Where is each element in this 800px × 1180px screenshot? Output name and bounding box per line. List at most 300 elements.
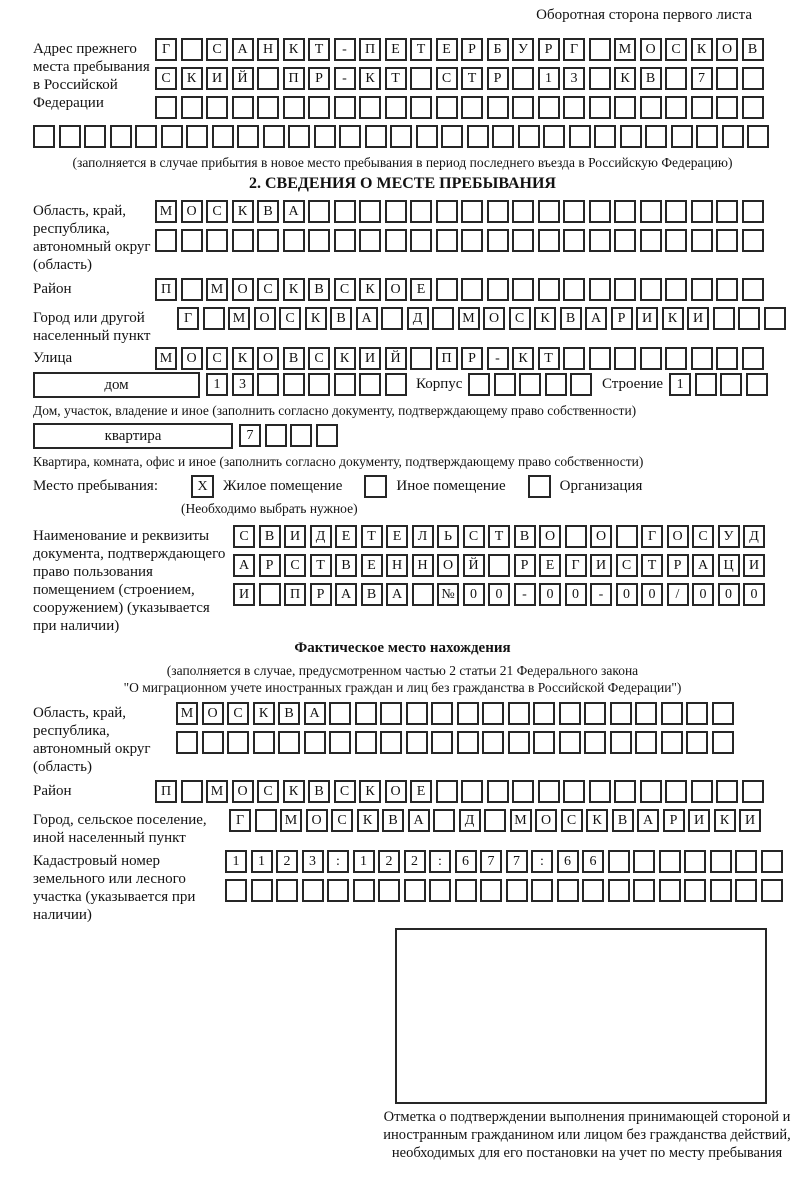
char-cell[interactable]: [265, 424, 287, 447]
char-cell[interactable]: -: [487, 347, 509, 370]
char-cell[interactable]: [339, 125, 361, 148]
char-cell[interactable]: [359, 373, 381, 396]
char-cell[interactable]: А: [408, 809, 430, 832]
char-cell[interactable]: [742, 229, 764, 252]
char-cell[interactable]: И: [636, 307, 658, 330]
char-cell[interactable]: Ь: [437, 525, 459, 548]
char-cell[interactable]: [589, 200, 611, 223]
char-cell[interactable]: [410, 96, 432, 119]
char-cell[interactable]: Е: [539, 554, 561, 577]
char-cell[interactable]: [665, 780, 687, 803]
char-cell[interactable]: [308, 200, 330, 223]
char-cell[interactable]: 1: [206, 373, 228, 396]
char-cell[interactable]: [742, 67, 764, 90]
char-cell[interactable]: Р: [611, 307, 633, 330]
char-cell[interactable]: [251, 879, 273, 902]
char-cell[interactable]: Р: [308, 67, 330, 90]
char-cell[interactable]: 0: [743, 583, 765, 606]
char-cell[interactable]: [461, 780, 483, 803]
char-cell[interactable]: В: [308, 780, 330, 803]
char-cell[interactable]: [716, 67, 738, 90]
char-cell[interactable]: [665, 96, 687, 119]
char-cell[interactable]: [686, 702, 708, 725]
char-cell[interactable]: Е: [385, 38, 407, 61]
char-cell[interactable]: М: [155, 200, 177, 223]
char-cell[interactable]: Р: [487, 67, 509, 90]
char-cell[interactable]: О: [483, 307, 505, 330]
char-cell[interactable]: [589, 780, 611, 803]
char-cell[interactable]: О: [257, 347, 279, 370]
char-cell[interactable]: 1: [538, 67, 560, 90]
char-cell[interactable]: [545, 373, 567, 396]
char-cell[interactable]: П: [155, 278, 177, 301]
char-cell[interactable]: [410, 347, 432, 370]
char-cell[interactable]: С: [463, 525, 485, 548]
char-cell[interactable]: [283, 229, 305, 252]
char-cell[interactable]: [684, 850, 706, 873]
char-cell[interactable]: [614, 200, 636, 223]
char-cell[interactable]: В: [257, 200, 279, 223]
char-cell[interactable]: А: [232, 38, 254, 61]
char-cell[interactable]: [327, 879, 349, 902]
char-cell[interactable]: [735, 850, 757, 873]
char-cell[interactable]: [712, 702, 734, 725]
char-cell[interactable]: [468, 373, 490, 396]
char-cell[interactable]: [716, 96, 738, 119]
char-cell[interactable]: [614, 278, 636, 301]
char-cell[interactable]: [232, 229, 254, 252]
char-cell[interactable]: [710, 850, 732, 873]
char-cell[interactable]: [283, 373, 305, 396]
char-cell[interactable]: [538, 229, 560, 252]
char-cell[interactable]: Г: [155, 38, 177, 61]
char-cell[interactable]: И: [688, 809, 710, 832]
char-cell[interactable]: [761, 879, 783, 902]
char-cell[interactable]: Ц: [718, 554, 740, 577]
char-cell[interactable]: [512, 780, 534, 803]
char-cell[interactable]: И: [687, 307, 709, 330]
char-cell[interactable]: К: [512, 347, 534, 370]
other-premises-checkbox[interactable]: [364, 475, 387, 498]
char-cell[interactable]: Й: [232, 67, 254, 90]
char-cell[interactable]: К: [359, 67, 381, 90]
char-cell[interactable]: [304, 731, 326, 754]
char-cell[interactable]: М: [176, 702, 198, 725]
apartment-type-box[interactable]: квартира: [33, 423, 233, 449]
char-cell[interactable]: [589, 38, 611, 61]
char-cell[interactable]: А: [585, 307, 607, 330]
char-cell[interactable]: О: [385, 278, 407, 301]
char-cell[interactable]: 7: [239, 424, 261, 447]
char-cell[interactable]: :: [429, 850, 451, 873]
char-cell[interactable]: Д: [407, 307, 429, 330]
char-cell[interactable]: [691, 200, 713, 223]
char-cell[interactable]: -: [590, 583, 612, 606]
char-cell[interactable]: [359, 200, 381, 223]
char-cell[interactable]: О: [232, 780, 254, 803]
char-cell[interactable]: [746, 373, 768, 396]
char-cell[interactable]: [381, 307, 403, 330]
char-cell[interactable]: А: [356, 307, 378, 330]
char-cell[interactable]: [594, 125, 616, 148]
char-cell[interactable]: [610, 702, 632, 725]
char-cell[interactable]: [59, 125, 81, 148]
char-cell[interactable]: [722, 125, 744, 148]
char-cell[interactable]: М: [206, 278, 228, 301]
char-cell[interactable]: [155, 229, 177, 252]
char-cell[interactable]: [290, 424, 312, 447]
char-cell[interactable]: [716, 229, 738, 252]
char-cell[interactable]: [283, 96, 305, 119]
char-cell[interactable]: А: [386, 583, 408, 606]
char-cell[interactable]: Р: [461, 347, 483, 370]
char-cell[interactable]: [614, 347, 636, 370]
char-cell[interactable]: К: [357, 809, 379, 832]
char-cell[interactable]: А: [335, 583, 357, 606]
char-cell[interactable]: [563, 780, 585, 803]
char-cell[interactable]: [512, 96, 534, 119]
char-cell[interactable]: С: [155, 67, 177, 90]
char-cell[interactable]: 0: [463, 583, 485, 606]
char-cell[interactable]: [359, 96, 381, 119]
char-cell[interactable]: [155, 96, 177, 119]
char-cell[interactable]: В: [514, 525, 536, 548]
char-cell[interactable]: [406, 702, 428, 725]
char-cell[interactable]: [461, 96, 483, 119]
char-cell[interactable]: Т: [308, 38, 330, 61]
char-cell[interactable]: 7: [691, 67, 713, 90]
char-cell[interactable]: А: [283, 200, 305, 223]
char-cell[interactable]: [410, 229, 432, 252]
char-cell[interactable]: [487, 278, 509, 301]
char-cell[interactable]: С: [616, 554, 638, 577]
char-cell[interactable]: [181, 96, 203, 119]
char-cell[interactable]: [519, 373, 541, 396]
char-cell[interactable]: [225, 879, 247, 902]
char-cell[interactable]: Т: [488, 525, 510, 548]
char-cell[interactable]: [696, 125, 718, 148]
char-cell[interactable]: К: [586, 809, 608, 832]
char-cell[interactable]: 0: [616, 583, 638, 606]
char-cell[interactable]: П: [436, 347, 458, 370]
char-cell[interactable]: М: [458, 307, 480, 330]
char-cell[interactable]: [253, 731, 275, 754]
char-cell[interactable]: [742, 96, 764, 119]
char-cell[interactable]: С: [436, 67, 458, 90]
char-cell[interactable]: [334, 96, 356, 119]
char-cell[interactable]: [538, 780, 560, 803]
char-cell[interactable]: Т: [410, 38, 432, 61]
char-cell[interactable]: [684, 879, 706, 902]
char-cell[interactable]: С: [206, 347, 228, 370]
char-cell[interactable]: Е: [436, 38, 458, 61]
char-cell[interactable]: С: [227, 702, 249, 725]
char-cell[interactable]: В: [308, 278, 330, 301]
char-cell[interactable]: [559, 731, 581, 754]
char-cell[interactable]: [181, 780, 203, 803]
char-cell[interactable]: [431, 731, 453, 754]
char-cell[interactable]: Г: [565, 554, 587, 577]
char-cell[interactable]: [457, 731, 479, 754]
char-cell[interactable]: [431, 702, 453, 725]
char-cell[interactable]: [640, 347, 662, 370]
char-cell[interactable]: [257, 67, 279, 90]
char-cell[interactable]: [457, 702, 479, 725]
char-cell[interactable]: [691, 229, 713, 252]
char-cell[interactable]: [276, 879, 298, 902]
char-cell[interactable]: Р: [667, 554, 689, 577]
char-cell[interactable]: [202, 731, 224, 754]
char-cell[interactable]: О: [254, 307, 276, 330]
char-cell[interactable]: М: [155, 347, 177, 370]
char-cell[interactable]: [608, 879, 630, 902]
char-cell[interactable]: [203, 307, 225, 330]
char-cell[interactable]: [716, 278, 738, 301]
char-cell[interactable]: [661, 731, 683, 754]
char-cell[interactable]: [589, 347, 611, 370]
char-cell[interactable]: [461, 229, 483, 252]
char-cell[interactable]: В: [742, 38, 764, 61]
char-cell[interactable]: [355, 702, 377, 725]
char-cell[interactable]: [563, 96, 585, 119]
char-cell[interactable]: 1: [353, 850, 375, 873]
char-cell[interactable]: С: [257, 278, 279, 301]
char-cell[interactable]: К: [334, 347, 356, 370]
char-cell[interactable]: [380, 731, 402, 754]
char-cell[interactable]: [742, 780, 764, 803]
char-cell[interactable]: К: [283, 780, 305, 803]
char-cell[interactable]: [570, 373, 592, 396]
char-cell[interactable]: В: [259, 525, 281, 548]
char-cell[interactable]: [665, 67, 687, 90]
char-cell[interactable]: [329, 731, 351, 754]
char-cell[interactable]: К: [283, 278, 305, 301]
char-cell[interactable]: М: [206, 780, 228, 803]
char-cell[interactable]: [288, 125, 310, 148]
char-cell[interactable]: [308, 96, 330, 119]
char-cell[interactable]: В: [640, 67, 662, 90]
char-cell[interactable]: [436, 96, 458, 119]
char-cell[interactable]: [33, 125, 55, 148]
char-cell[interactable]: [691, 780, 713, 803]
char-cell[interactable]: [365, 125, 387, 148]
char-cell[interactable]: С: [334, 780, 356, 803]
char-cell[interactable]: [257, 373, 279, 396]
char-cell[interactable]: [378, 879, 400, 902]
char-cell[interactable]: [316, 424, 338, 447]
char-cell[interactable]: 0: [718, 583, 740, 606]
char-cell[interactable]: [436, 278, 458, 301]
char-cell[interactable]: Е: [361, 554, 383, 577]
char-cell[interactable]: [614, 96, 636, 119]
char-cell[interactable]: [582, 879, 604, 902]
char-cell[interactable]: О: [181, 347, 203, 370]
char-cell[interactable]: [255, 809, 277, 832]
char-cell[interactable]: С: [284, 554, 306, 577]
char-cell[interactable]: О: [667, 525, 689, 548]
char-cell[interactable]: В: [612, 809, 634, 832]
char-cell[interactable]: Н: [386, 554, 408, 577]
char-cell[interactable]: В: [560, 307, 582, 330]
char-cell[interactable]: -: [334, 67, 356, 90]
char-cell[interactable]: [110, 125, 132, 148]
char-cell[interactable]: А: [304, 702, 326, 725]
char-cell[interactable]: [614, 780, 636, 803]
char-cell[interactable]: О: [539, 525, 561, 548]
char-cell[interactable]: [640, 96, 662, 119]
char-cell[interactable]: 0: [539, 583, 561, 606]
char-cell[interactable]: [742, 200, 764, 223]
char-cell[interactable]: К: [359, 278, 381, 301]
char-cell[interactable]: Т: [385, 67, 407, 90]
char-cell[interactable]: [480, 879, 502, 902]
char-cell[interactable]: :: [327, 850, 349, 873]
char-cell[interactable]: К: [614, 67, 636, 90]
char-cell[interactable]: [671, 125, 693, 148]
char-cell[interactable]: [278, 731, 300, 754]
char-cell[interactable]: [492, 125, 514, 148]
char-cell[interactable]: [747, 125, 769, 148]
char-cell[interactable]: С: [561, 809, 583, 832]
char-cell[interactable]: [716, 200, 738, 223]
char-cell[interactable]: Т: [538, 347, 560, 370]
char-cell[interactable]: [181, 278, 203, 301]
char-cell[interactable]: М: [510, 809, 532, 832]
char-cell[interactable]: [436, 780, 458, 803]
char-cell[interactable]: [355, 731, 377, 754]
char-cell[interactable]: А: [233, 554, 255, 577]
char-cell[interactable]: О: [437, 554, 459, 577]
char-cell[interactable]: Д: [743, 525, 765, 548]
char-cell[interactable]: [385, 373, 407, 396]
char-cell[interactable]: В: [330, 307, 352, 330]
char-cell[interactable]: [665, 200, 687, 223]
char-cell[interactable]: [712, 731, 734, 754]
char-cell[interactable]: [432, 307, 454, 330]
char-cell[interactable]: [569, 125, 591, 148]
char-cell[interactable]: [640, 229, 662, 252]
char-cell[interactable]: -: [334, 38, 356, 61]
char-cell[interactable]: [742, 347, 764, 370]
char-cell[interactable]: В: [361, 583, 383, 606]
char-cell[interactable]: 6: [582, 850, 604, 873]
char-cell[interactable]: К: [232, 347, 254, 370]
char-cell[interactable]: [410, 67, 432, 90]
char-cell[interactable]: [565, 525, 587, 548]
char-cell[interactable]: Е: [386, 525, 408, 548]
char-cell[interactable]: [487, 229, 509, 252]
char-cell[interactable]: [161, 125, 183, 148]
char-cell[interactable]: [482, 702, 504, 725]
char-cell[interactable]: [181, 38, 203, 61]
char-cell[interactable]: Н: [257, 38, 279, 61]
char-cell[interactable]: [186, 125, 208, 148]
char-cell[interactable]: [259, 583, 281, 606]
char-cell[interactable]: С: [665, 38, 687, 61]
char-cell[interactable]: [518, 125, 540, 148]
char-cell[interactable]: 6: [455, 850, 477, 873]
char-cell[interactable]: В: [278, 702, 300, 725]
char-cell[interactable]: [334, 229, 356, 252]
char-cell[interactable]: [659, 879, 681, 902]
char-cell[interactable]: [720, 373, 742, 396]
char-cell[interactable]: 3: [232, 373, 254, 396]
char-cell[interactable]: И: [359, 347, 381, 370]
char-cell[interactable]: [695, 373, 717, 396]
char-cell[interactable]: О: [640, 38, 662, 61]
char-cell[interactable]: [665, 229, 687, 252]
char-cell[interactable]: [508, 702, 530, 725]
char-cell[interactable]: Т: [361, 525, 383, 548]
char-cell[interactable]: [635, 702, 657, 725]
char-cell[interactable]: Т: [641, 554, 663, 577]
char-cell[interactable]: [467, 125, 489, 148]
char-cell[interactable]: [764, 307, 786, 330]
char-cell[interactable]: П: [359, 38, 381, 61]
char-cell[interactable]: 1: [669, 373, 691, 396]
char-cell[interactable]: [308, 229, 330, 252]
char-cell[interactable]: С: [692, 525, 714, 548]
char-cell[interactable]: 0: [641, 583, 663, 606]
char-cell[interactable]: [710, 879, 732, 902]
char-cell[interactable]: И: [206, 67, 228, 90]
char-cell[interactable]: [538, 278, 560, 301]
char-cell[interactable]: К: [662, 307, 684, 330]
char-cell[interactable]: [385, 229, 407, 252]
char-cell[interactable]: [232, 96, 254, 119]
char-cell[interactable]: [487, 200, 509, 223]
char-cell[interactable]: [584, 702, 606, 725]
char-cell[interactable]: [738, 307, 760, 330]
char-cell[interactable]: В: [335, 554, 357, 577]
char-cell[interactable]: [429, 879, 451, 902]
char-cell[interactable]: К: [534, 307, 556, 330]
char-cell[interactable]: Г: [563, 38, 585, 61]
char-cell[interactable]: [563, 347, 585, 370]
char-cell[interactable]: [461, 200, 483, 223]
char-cell[interactable]: О: [202, 702, 224, 725]
char-cell[interactable]: [263, 125, 285, 148]
char-cell[interactable]: [433, 809, 455, 832]
char-cell[interactable]: /: [667, 583, 689, 606]
char-cell[interactable]: Й: [385, 347, 407, 370]
char-cell[interactable]: [686, 731, 708, 754]
house-type-box[interactable]: дом: [33, 372, 200, 398]
char-cell[interactable]: [584, 731, 606, 754]
char-cell[interactable]: [329, 702, 351, 725]
char-cell[interactable]: [661, 702, 683, 725]
char-cell[interactable]: [237, 125, 259, 148]
char-cell[interactable]: И: [284, 525, 306, 548]
char-cell[interactable]: 6: [557, 850, 579, 873]
char-cell[interactable]: [589, 67, 611, 90]
char-cell[interactable]: 2: [276, 850, 298, 873]
char-cell[interactable]: Л: [412, 525, 434, 548]
char-cell[interactable]: [206, 229, 228, 252]
char-cell[interactable]: 1: [225, 850, 247, 873]
char-cell[interactable]: К: [691, 38, 713, 61]
char-cell[interactable]: [691, 278, 713, 301]
char-cell[interactable]: У: [512, 38, 534, 61]
char-cell[interactable]: [557, 879, 579, 902]
char-cell[interactable]: [487, 96, 509, 119]
char-cell[interactable]: [512, 278, 534, 301]
char-cell[interactable]: [412, 583, 434, 606]
char-cell[interactable]: Р: [514, 554, 536, 577]
char-cell[interactable]: [543, 125, 565, 148]
char-cell[interactable]: [659, 850, 681, 873]
char-cell[interactable]: М: [228, 307, 250, 330]
